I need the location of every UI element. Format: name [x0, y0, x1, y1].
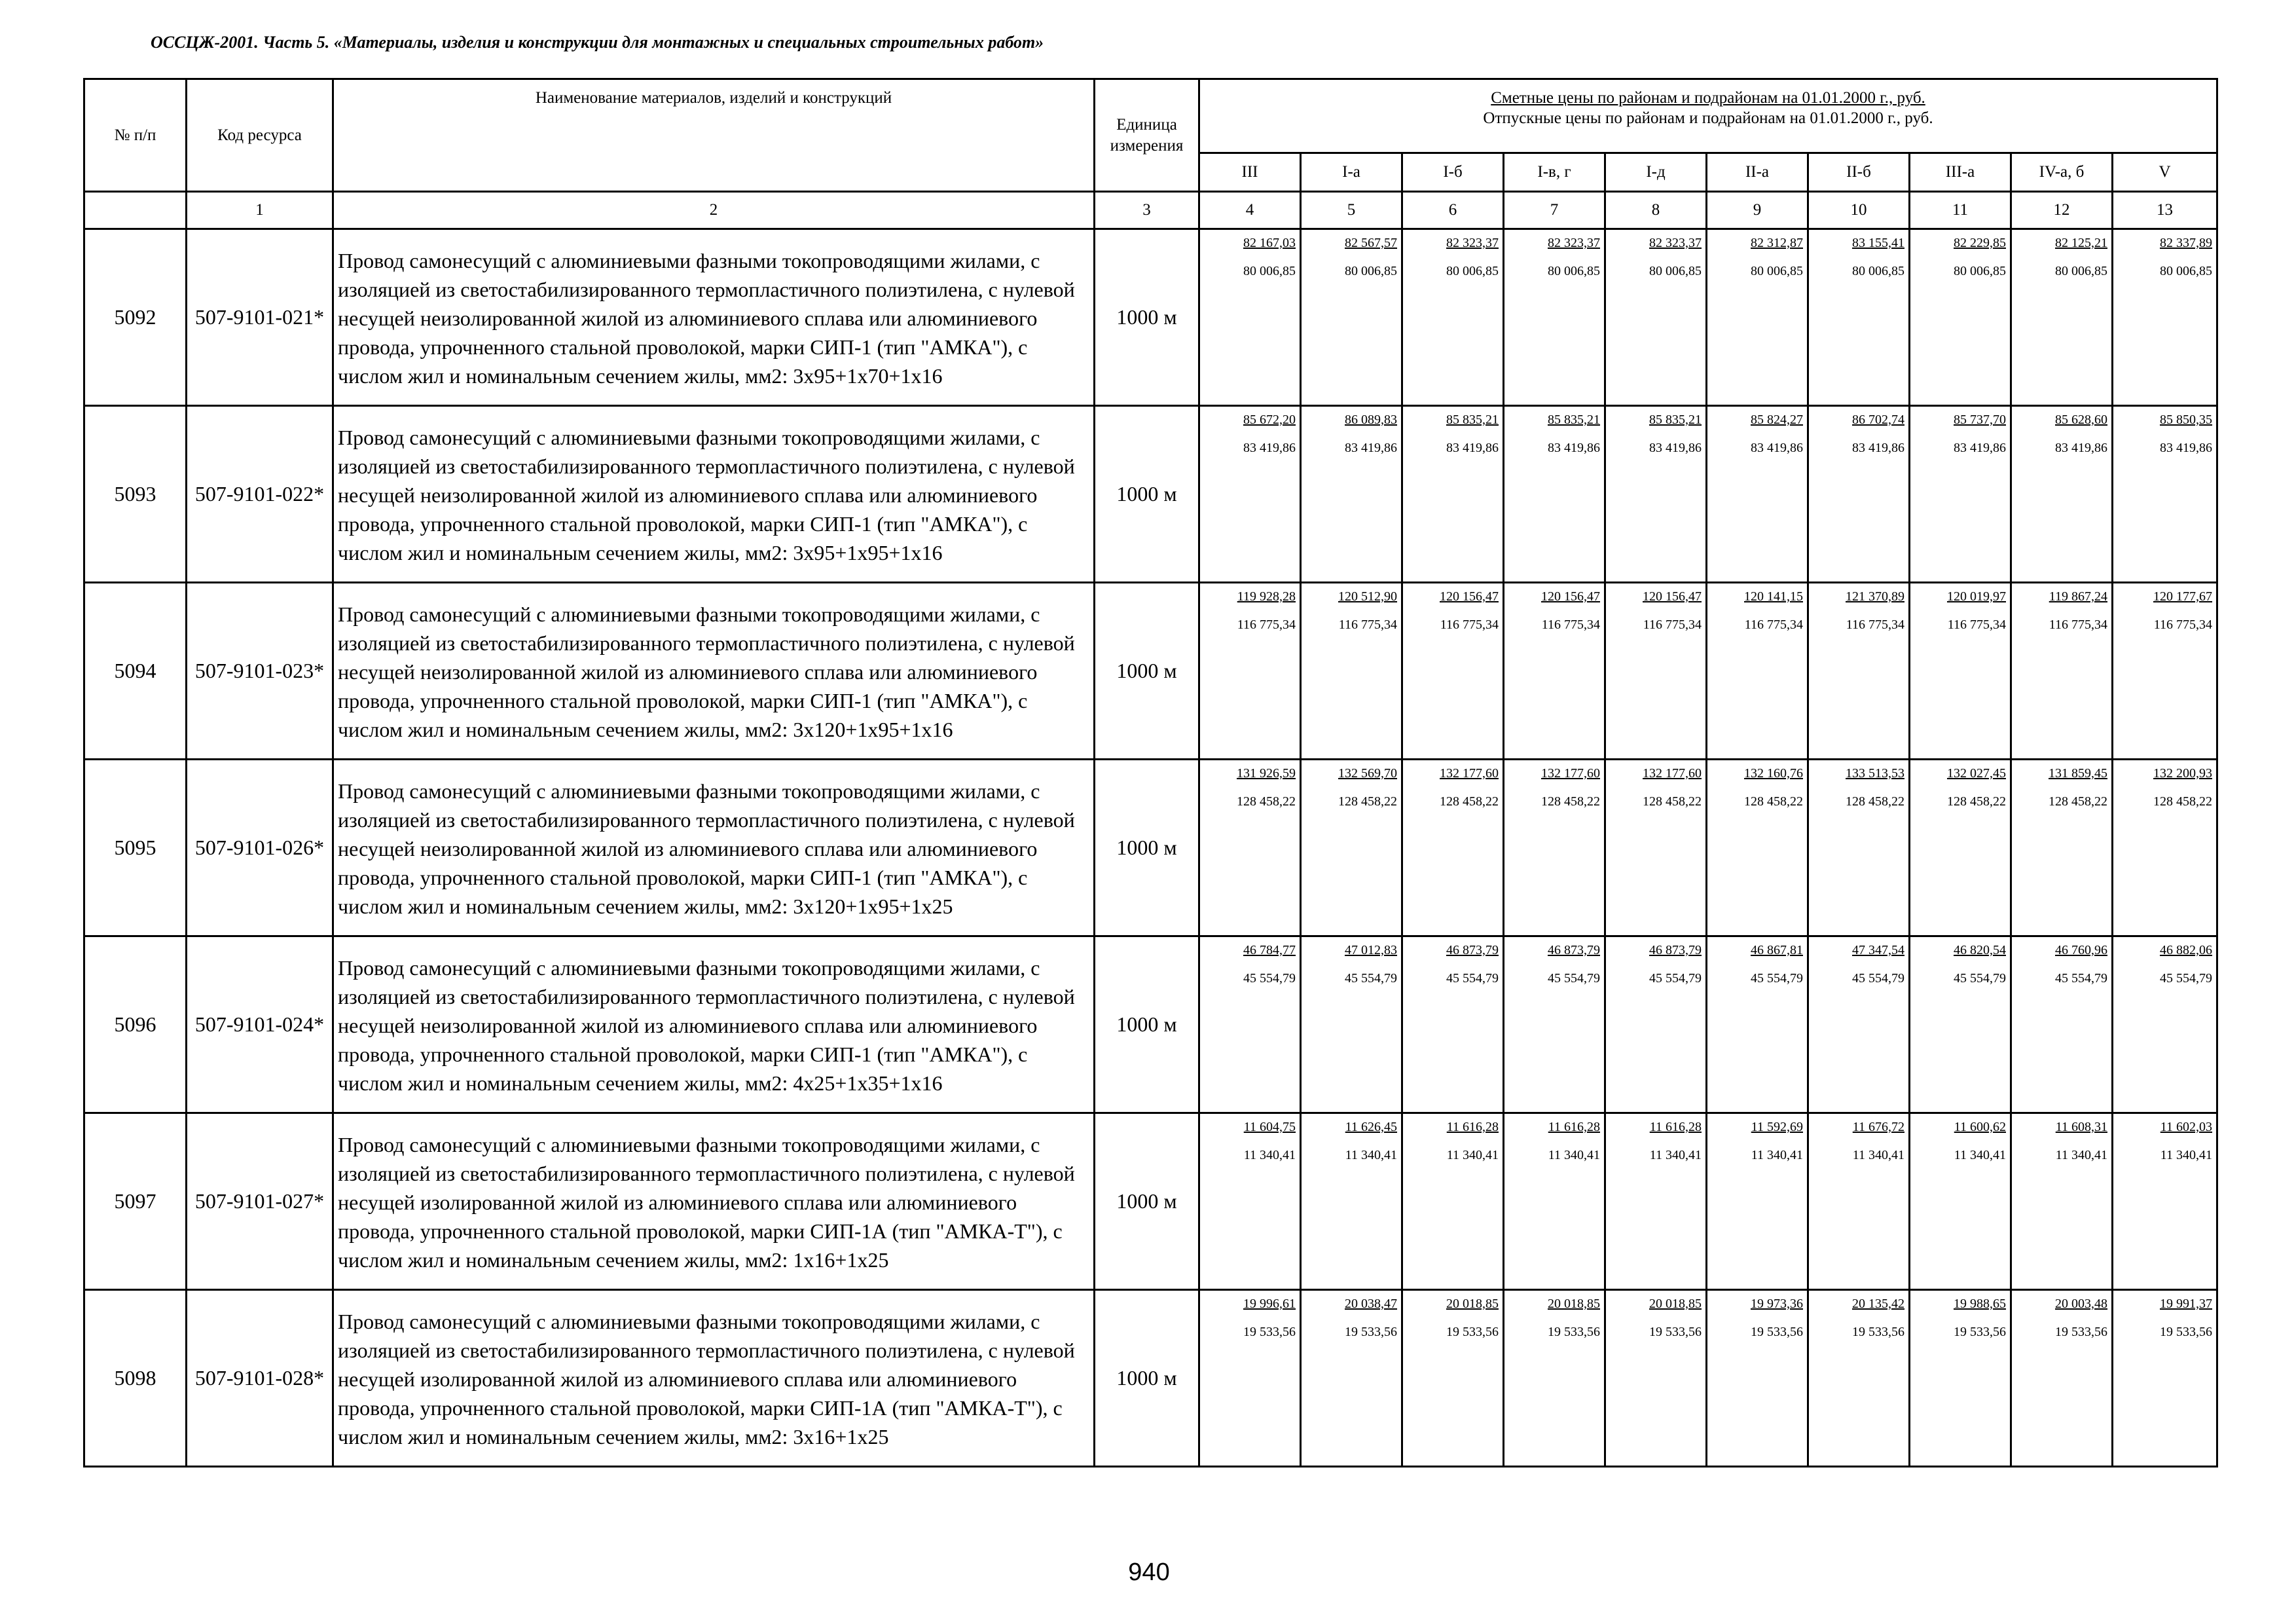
price-cell [1707, 1113, 1808, 1290]
estimate-price: 82 312,87 [1751, 236, 1803, 250]
estimate-price: 85 824,27 [1751, 413, 1803, 427]
column-number: 6 [1402, 192, 1504, 229]
material-name: Провод самонесущий с алюминиевыми фазными токопроводящими жилами, с изоляцией из светостабилизированного термопластичного полиэтилена, с нулевой несущей неизолированной жилой из алюминиевого сплава или алюминиевого провода, упрочненного стальной проволокой, марки СИП-1 (тип "АМКА"), с числом жил и номинальным сечением жилы, мм2: 3х120+1х95+1х16 [333, 583, 1095, 760]
price-cell [1199, 1113, 1301, 1290]
price-cell [1707, 936, 1808, 1113]
estimate-price: 120 156,47 [1643, 589, 1702, 604]
material-name: Провод самонесущий с алюминиевыми фазными токопроводящими жилами, с изоляцией из светостабилизированного термопластичного полиэтилена, с нулевой несущей изолированной жилой из алюминиевого сплава или алюминиевого провода, упрочненного стальной проволокой, марки СИП-1А (тип "АМКА-Т"), с числом жил и номинальным сечением жилы, мм2: 3х16+1х25 [333, 1290, 1095, 1467]
estimate-price: 20 018,85 [1548, 1297, 1600, 1311]
resource-code: 507-9101-027* [187, 1113, 333, 1290]
price-cell [1402, 760, 1504, 936]
price-cell [1301, 406, 1402, 583]
column-number: 11 [1910, 192, 2011, 229]
estimate-price: 132 177,60 [1643, 766, 1702, 781]
resource-code: 507-9101-024* [187, 936, 333, 1113]
estimate-price: 11 600,62 [1954, 1120, 2006, 1134]
estimate-price: 19 973,36 [1751, 1297, 1803, 1311]
material-name: Провод самонесущий с алюминиевыми фазными токопроводящими жилами, с изоляцией из светостабилизированного термопластичного полиэтилена, с нулевой несущей неизолированной жилой из алюминиевого сплава или алюминиевого провода, упрочненного стальной проволокой, марки СИП-1 (тип "АМКА"), с числом жил и номинальным сечением жилы, мм2: 3х120+1х95+1х25 [333, 760, 1095, 936]
price-cell [1199, 936, 1301, 1113]
release-price: 45 554,79 [1548, 971, 1600, 986]
price-cell [1707, 406, 1808, 583]
region-header: V [2113, 153, 2217, 192]
column-number: 8 [1605, 192, 1707, 229]
region-header: I-б [1402, 153, 1504, 192]
price-cell [1707, 1290, 1808, 1467]
estimate-price: 132 160,76 [1744, 766, 1803, 781]
header-prices [1199, 79, 2217, 153]
estimate-price: 86 702,74 [1852, 413, 1904, 427]
region-header: II-б [1808, 153, 1910, 192]
release-price: 83 419,86 [1345, 441, 1397, 455]
resource-code: 507-9101-023* [187, 583, 333, 760]
release-price: 45 554,79 [1446, 971, 1499, 986]
release-price: 19 533,56 [2055, 1325, 2107, 1339]
column-number: 3 [1095, 192, 1199, 229]
release-price: 83 419,86 [1852, 441, 1904, 455]
estimate-price: 85 628,60 [2055, 413, 2107, 427]
estimate-price: 133 513,53 [1846, 766, 1904, 781]
price-cell [2113, 583, 2217, 760]
estimate-price: 132 177,60 [1541, 766, 1600, 781]
table-row [84, 229, 2217, 406]
region-header: I-в, г [1504, 153, 1605, 192]
material-name: Провод самонесущий с алюминиевыми фазными токопроводящими жилами, с изоляцией из светостабилизированного термопластичного полиэтилена, с нулевой несущей неизолированной жилой из алюминиевого сплава или алюминиевого провода, упрочненного стальной проволокой, марки СИП-1 (тип "АМКА"), с числом жил и номинальным сечением жилы, мм2: 3х95+1х95+1х16 [333, 406, 1095, 583]
resource-code: 507-9101-021* [187, 229, 333, 406]
estimate-price: 132 200,93 [2153, 766, 2213, 781]
price-cell [1199, 1290, 1301, 1467]
table-row [84, 1290, 2217, 1467]
estimate-price: 20 018,85 [1649, 1297, 1702, 1311]
material-name: Провод самонесущий с алюминиевыми фазными токопроводящими жилами, с изоляцией из светостабилизированного термопластичного полиэтилена, с нулевой несущей изолированной жилой из алюминиевого сплава или алюминиевого провода, упрочненного стальной проволокой, марки СИП-1А (тип "АМКА-Т"), с числом жил и номинальным сечением жилы, мм2: 1х16+1х25 [333, 1113, 1095, 1290]
estimate-price: 120 512,90 [1338, 589, 1397, 604]
release-price: 80 006,85 [1446, 264, 1499, 278]
release-price: 45 554,79 [1649, 971, 1702, 986]
estimate-price: 131 926,59 [1237, 766, 1296, 781]
estimate-price: 11 616,28 [1649, 1120, 1702, 1134]
price-cell [1402, 1113, 1504, 1290]
release-price: 116 775,34 [1440, 618, 1499, 632]
price-cell [2011, 1290, 2113, 1467]
release-price: 45 554,79 [1243, 971, 1296, 986]
price-cell [2011, 583, 2113, 760]
release-price: 83 419,86 [1751, 441, 1803, 455]
estimate-price: 82 323,37 [1649, 236, 1702, 250]
column-number: 9 [1707, 192, 1808, 229]
row-number: 5095 [84, 760, 187, 936]
row-number: 5097 [84, 1113, 187, 1290]
table-row [84, 936, 2217, 1113]
estimate-price: 46 873,79 [1548, 943, 1600, 957]
price-cell [1808, 760, 1910, 936]
price-cell [1808, 583, 1910, 760]
price-cell [1301, 1113, 1402, 1290]
release-price: 128 458,22 [1338, 794, 1397, 809]
estimate-price: 82 229,85 [1954, 236, 2006, 250]
release-price: 128 458,22 [1947, 794, 2006, 809]
estimate-price: 11 608,31 [2055, 1120, 2107, 1134]
estimate-price: 46 867,81 [1751, 943, 1803, 957]
release-price: 11 340,41 [2160, 1148, 2213, 1162]
price-cell [1707, 760, 1808, 936]
estimate-price: 120 019,97 [1947, 589, 2006, 604]
estimate-price: 120 156,47 [1541, 589, 1600, 604]
release-price: 80 006,85 [1243, 264, 1296, 278]
estimate-price: 82 125,21 [2055, 236, 2107, 250]
measurement-unit: 1000 м [1095, 936, 1199, 1113]
region-header: III-а [1910, 153, 2011, 192]
estimate-price: 46 873,79 [1446, 943, 1499, 957]
price-cell [2113, 406, 2217, 583]
estimate-price: 85 835,21 [1649, 413, 1702, 427]
estimate-price: 20 018,85 [1446, 1297, 1499, 1311]
release-price: 116 775,34 [1338, 618, 1397, 632]
price-cell [1910, 936, 2011, 1113]
column-number: 5 [1301, 192, 1402, 229]
estimate-price: 11 592,69 [1751, 1120, 1803, 1134]
estimate-price: 20 038,47 [1345, 1297, 1397, 1311]
price-cell [1504, 760, 1605, 936]
region-header: IV-а, б [2011, 153, 2113, 192]
release-price: 80 006,85 [1751, 264, 1803, 278]
price-cell [1504, 583, 1605, 760]
price-table [83, 78, 2218, 1467]
price-cell [1605, 1290, 1707, 1467]
measurement-unit: 1000 м [1095, 406, 1199, 583]
release-price: 83 419,86 [1954, 441, 2006, 455]
release-price: 128 458,22 [2049, 794, 2107, 809]
price-cell [1808, 1113, 1910, 1290]
estimate-price: 82 337,89 [2160, 236, 2213, 250]
release-price: 45 554,79 [2160, 971, 2213, 986]
price-cell [1910, 1113, 2011, 1290]
price-cell [1808, 406, 1910, 583]
estimate-price: 19 988,65 [1954, 1297, 2006, 1311]
price-cell [2011, 229, 2113, 406]
release-price: 11 340,41 [1446, 1148, 1499, 1162]
price-cell [1808, 1290, 1910, 1467]
release-price: 116 775,34 [1541, 618, 1600, 632]
estimate-price: 19 991,37 [2160, 1297, 2213, 1311]
price-cell [2011, 406, 2113, 583]
column-number: 1 [187, 192, 333, 229]
release-price: 45 554,79 [1345, 971, 1397, 986]
row-number: 5094 [84, 583, 187, 760]
price-cell [1402, 583, 1504, 760]
estimate-price: 119 928,28 [1237, 589, 1296, 604]
release-price: 11 340,41 [1954, 1148, 2006, 1162]
estimate-price: 11 602,03 [2160, 1120, 2213, 1134]
estimate-price: 131 859,45 [2049, 766, 2107, 781]
release-price: 116 775,34 [1744, 618, 1803, 632]
release-price: 116 775,34 [1947, 618, 2006, 632]
column-number: 2 [333, 192, 1095, 229]
release-price: 19 533,56 [1548, 1325, 1600, 1339]
estimate-price: 46 760,96 [2055, 943, 2107, 957]
resource-code: 507-9101-028* [187, 1290, 333, 1467]
material-name: Провод самонесущий с алюминиевыми фазными токопроводящими жилами, с изоляцией из светостабилизированного термопластичного полиэтилена, с нулевой несущей неизолированной жилой из алюминиевого сплава или алюминиевого провода, упрочненного стальной проволокой, марки СИП-1 (тип "АМКА"), с числом жил и номинальным сечением жилы, мм2: 4х25+1х35+1х16 [333, 936, 1095, 1113]
row-number: 5093 [84, 406, 187, 583]
release-price: 45 554,79 [1954, 971, 2006, 986]
price-cell [1605, 229, 1707, 406]
table-row [84, 1113, 2217, 1290]
estimate-price: 85 850,35 [2160, 413, 2213, 427]
release-price: 80 006,85 [1649, 264, 1702, 278]
estimate-price: 120 177,67 [2153, 589, 2213, 604]
table-row [84, 583, 2217, 760]
release-price: 45 554,79 [1852, 971, 1904, 986]
release-price: 45 554,79 [1751, 971, 1803, 986]
release-price: 19 533,56 [1649, 1325, 1702, 1339]
release-price: 11 340,41 [2055, 1148, 2107, 1162]
price-cell [1301, 760, 1402, 936]
price-cell [1301, 229, 1402, 406]
price-cell [1199, 760, 1301, 936]
estimate-price: 46 882,06 [2160, 943, 2213, 957]
estimate-price: 19 996,61 [1243, 1297, 1296, 1311]
release-price: 11 340,41 [1345, 1148, 1397, 1162]
release-price: 19 533,56 [1345, 1325, 1397, 1339]
price-cell [2113, 936, 2217, 1113]
price-cell [2113, 760, 2217, 936]
estimate-price: 85 672,20 [1243, 413, 1296, 427]
release-price: 128 458,22 [1541, 794, 1600, 809]
price-cell [2113, 229, 2217, 406]
estimate-price: 119 867,24 [2049, 589, 2107, 604]
estimate-price: 132 027,45 [1947, 766, 2006, 781]
price-cell [1910, 583, 2011, 760]
price-cell [1402, 1290, 1504, 1467]
release-price: 83 419,86 [2160, 441, 2213, 455]
estimate-price: 85 835,21 [1548, 413, 1600, 427]
release-price: 128 458,22 [1440, 794, 1499, 809]
price-cell [1808, 936, 1910, 1113]
price-cell [1504, 406, 1605, 583]
page-number: 940 [1128, 1559, 1170, 1586]
release-price: 83 419,86 [1548, 441, 1600, 455]
price-cell [1301, 1290, 1402, 1467]
region-header: II-а [1707, 153, 1808, 192]
price-cell [1504, 229, 1605, 406]
release-price: 19 533,56 [1446, 1325, 1499, 1339]
region-header: I-д [1605, 153, 1707, 192]
price-cell [2113, 1290, 2217, 1467]
price-cell [1910, 760, 2011, 936]
header-prices-estimate: Сметные цены по районам и подрайонам на 01.01.2000 г., руб. [1491, 89, 1925, 107]
price-cell [1605, 1113, 1707, 1290]
table-row [84, 760, 2217, 936]
table-row [84, 406, 2217, 583]
estimate-price: 83 155,41 [1852, 236, 1904, 250]
estimate-price: 82 323,37 [1446, 236, 1499, 250]
estimate-price: 11 616,28 [1548, 1120, 1600, 1134]
release-price: 116 775,34 [1643, 618, 1702, 632]
price-cell [1605, 760, 1707, 936]
estimate-price: 86 089,83 [1345, 413, 1397, 427]
price-cell [1402, 406, 1504, 583]
price-cell [1605, 936, 1707, 1113]
row-number: 5098 [84, 1290, 187, 1467]
price-cell [1707, 229, 1808, 406]
release-price: 128 458,22 [1846, 794, 1904, 809]
estimate-price: 46 820,54 [1954, 943, 2006, 957]
release-price: 80 006,85 [2160, 264, 2213, 278]
estimate-price: 46 873,79 [1649, 943, 1702, 957]
header-unit: Единица измерения [1095, 79, 1199, 192]
resource-code: 507-9101-026* [187, 760, 333, 936]
document-header: ОССЦЖ-2001. Часть 5. «Материалы, изделия и конструкции для монтажных и специальных строительных работ» [151, 33, 1044, 52]
estimate-price: 47 012,83 [1345, 943, 1397, 957]
column-number: 4 [1199, 192, 1301, 229]
release-price: 19 533,56 [1751, 1325, 1803, 1339]
release-price: 128 458,22 [1744, 794, 1803, 809]
price-cell [2113, 1113, 2217, 1290]
material-name: Провод самонесущий с алюминиевыми фазными токопроводящими жилами, с изоляцией из светостабилизированного термопластичного полиэтилена, с нулевой несущей неизолированной жилой из алюминиевого сплава или алюминиевого провода, упрочненного стальной проволокой, марки СИП-1 (тип "АМКА"), с числом жил и номинальным сечением жилы, мм2: 3х95+1х70+1х16 [333, 229, 1095, 406]
measurement-unit: 1000 м [1095, 583, 1199, 760]
price-cell [1301, 583, 1402, 760]
column-number: 12 [2011, 192, 2113, 229]
price-cell [1301, 936, 1402, 1113]
price-cell [2011, 1113, 2113, 1290]
release-price: 11 340,41 [1649, 1148, 1702, 1162]
release-price: 19 533,56 [1852, 1325, 1904, 1339]
price-cell [1199, 406, 1301, 583]
estimate-price: 132 177,60 [1440, 766, 1499, 781]
region-header: III [1199, 153, 1301, 192]
release-price: 128 458,22 [1643, 794, 1702, 809]
column-number: 10 [1808, 192, 1910, 229]
release-price: 116 775,34 [2153, 618, 2213, 632]
price-cell [1402, 229, 1504, 406]
estimate-price: 11 676,72 [1852, 1120, 1904, 1134]
measurement-unit: 1000 м [1095, 1290, 1199, 1467]
price-cell [1808, 229, 1910, 406]
release-price: 116 775,34 [2049, 618, 2107, 632]
release-price: 19 533,56 [1954, 1325, 2006, 1339]
column-number: 7 [1504, 192, 1605, 229]
measurement-unit: 1000 м [1095, 1113, 1199, 1290]
price-cell [1707, 583, 1808, 760]
estimate-price: 120 141,15 [1744, 589, 1803, 604]
price-cell [1910, 229, 2011, 406]
estimate-price: 11 604,75 [1243, 1120, 1296, 1134]
estimate-price: 121 370,89 [1846, 589, 1904, 604]
price-cell [1910, 1290, 2011, 1467]
estimate-price: 82 567,57 [1345, 236, 1397, 250]
estimate-price: 82 167,03 [1243, 236, 1296, 250]
release-price: 80 006,85 [1852, 264, 1904, 278]
release-price: 45 554,79 [2055, 971, 2107, 986]
release-price: 83 419,86 [2055, 441, 2107, 455]
release-price: 116 775,34 [1846, 618, 1904, 632]
release-price: 19 533,56 [1243, 1325, 1296, 1339]
release-price: 128 458,22 [1237, 794, 1296, 809]
price-cell [1605, 406, 1707, 583]
price-cell [1605, 583, 1707, 760]
release-price: 80 006,85 [1954, 264, 2006, 278]
row-number: 5096 [84, 936, 187, 1113]
release-price: 19 533,56 [2160, 1325, 2213, 1339]
estimate-price: 11 626,45 [1345, 1120, 1397, 1134]
row-number: 5092 [84, 229, 187, 406]
price-cell [1910, 406, 2011, 583]
header-name: Наименование материалов, изделий и конструкций [333, 79, 1095, 192]
price-cell [2011, 936, 2113, 1113]
measurement-unit: 1000 м [1095, 760, 1199, 936]
release-price: 11 340,41 [1548, 1148, 1600, 1162]
release-price: 116 775,34 [1237, 618, 1296, 632]
estimate-price: 46 784,77 [1243, 943, 1296, 957]
release-price: 11 340,41 [1243, 1148, 1296, 1162]
price-cell [1504, 1113, 1605, 1290]
estimate-price: 120 156,47 [1440, 589, 1499, 604]
estimate-price: 85 835,21 [1446, 413, 1499, 427]
release-price: 128 458,22 [2153, 794, 2213, 809]
price-cell [1199, 583, 1301, 760]
column-number-empty [84, 192, 187, 229]
price-cell [1504, 1290, 1605, 1467]
estimate-price: 85 737,70 [1954, 413, 2006, 427]
estimate-price: 11 616,28 [1446, 1120, 1499, 1134]
estimate-price: 20 135,42 [1852, 1297, 1904, 1311]
header-prices-release: Отпускные цены по районам и подрайонам на 01.01.2000 г., руб. [1483, 109, 1933, 128]
estimate-price: 82 323,37 [1548, 236, 1600, 250]
release-price: 80 006,85 [1345, 264, 1397, 278]
price-cell [2011, 760, 2113, 936]
price-cell [1199, 229, 1301, 406]
measurement-unit: 1000 м [1095, 229, 1199, 406]
column-number: 13 [2113, 192, 2217, 229]
release-price: 83 419,86 [1243, 441, 1296, 455]
release-price: 80 006,85 [1548, 264, 1600, 278]
resource-code: 507-9101-022* [187, 406, 333, 583]
release-price: 83 419,86 [1649, 441, 1702, 455]
estimate-price: 47 347,54 [1852, 943, 1904, 957]
estimate-price: 132 569,70 [1338, 766, 1397, 781]
region-header: I-а [1301, 153, 1402, 192]
release-price: 11 340,41 [1852, 1148, 1904, 1162]
release-price: 83 419,86 [1446, 441, 1499, 455]
estimate-price: 20 003,48 [2055, 1297, 2107, 1311]
release-price: 80 006,85 [2055, 264, 2107, 278]
release-price: 11 340,41 [1751, 1148, 1803, 1162]
header-code: Код ресурса [187, 79, 333, 192]
header-num: № п/п [84, 79, 187, 192]
price-cell [1402, 936, 1504, 1113]
price-cell [1504, 936, 1605, 1113]
